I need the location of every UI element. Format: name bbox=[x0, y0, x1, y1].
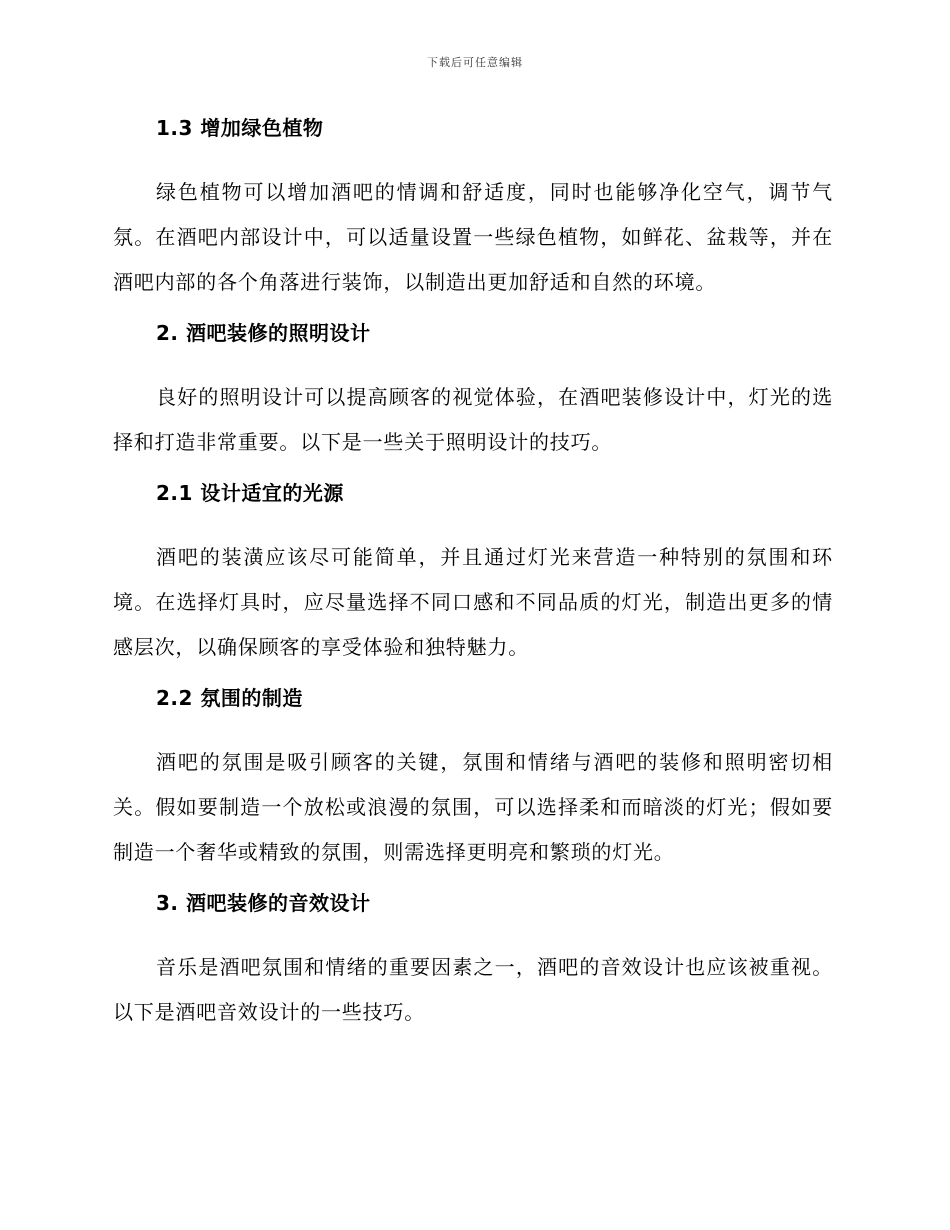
section-paragraph: 绿色植物可以增加酒吧的情调和舒适度，同时也能够净化空气，调节气氛。在酒吧内部设计中，可以适量设置一些绿色植物，如鲜花、盆栽等，并在酒吧内部的各个角落进行装饰，以制造出更加舒适和自然的环境。 bbox=[113, 180, 833, 294]
section-3 bbox=[113, 887, 833, 1035]
document-body bbox=[113, 112, 833, 1047]
section-2 bbox=[113, 317, 833, 465]
section-heading: 2.1 设计适宜的光源 bbox=[156, 481, 344, 505]
section-paragraph: 良好的照明设计可以提高顾客的视觉体验，在酒吧装修设计中，灯光的选择和打造非常重要。以下是一些关于照明设计的技巧。 bbox=[113, 385, 833, 454]
section-paragraph: 酒吧的氛围是吸引顾客的关键，氛围和情绪与酒吧的装修和照明密切相关。假如要制造一个放松或浪漫的氛围，可以选择柔和而暗淡的灯光；假如要制造一个奢华或精致的氛围，则需选择更明亮和繁琐的灯光。 bbox=[113, 750, 833, 864]
section-paragraph: 酒吧的装潢应该尽可能简单，并且通过灯光来营造一种特别的氛围和环境。在选择灯具时，应尽量选择不同口感和不同品质的灯光，制造出更多的情感层次，以确保顾客的享受体验和独特魅力。 bbox=[113, 545, 833, 659]
section-1-3 bbox=[113, 112, 833, 305]
section-heading: 1.3 增加绿色植物 bbox=[156, 116, 324, 140]
section-heading: 3. 酒吧装修的音效设计 bbox=[156, 891, 371, 915]
header-note: 下载后可任意编辑 bbox=[427, 56, 523, 69]
section-paragraph: 音乐是酒吧氛围和情绪的重要因素之一，酒吧的音效设计也应该被重视。以下是酒吧音效设计的一些技巧。 bbox=[113, 955, 833, 1024]
section-heading: 2.2 氛围的制造 bbox=[156, 686, 303, 710]
section-2-1 bbox=[113, 477, 833, 670]
section-2-2 bbox=[113, 682, 833, 875]
section-heading: 2. 酒吧装修的照明设计 bbox=[156, 321, 371, 345]
